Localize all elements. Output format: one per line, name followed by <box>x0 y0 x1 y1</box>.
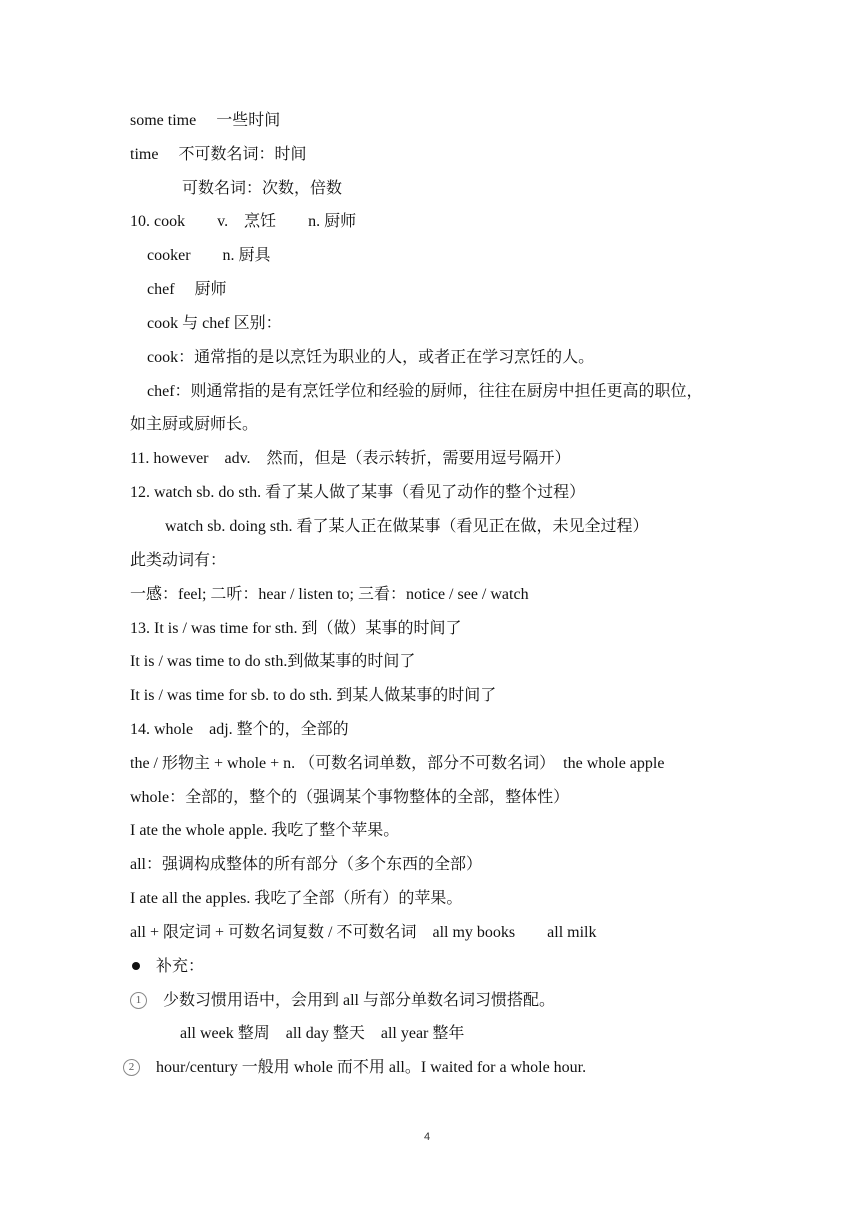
bullet-dot-icon <box>132 962 140 970</box>
text-line: 此类动词有： <box>130 552 227 569</box>
supplement-heading <box>130 957 204 977</box>
text-line: all + 限定词 + 可数名词复数 / 不可数名词 all my books all milk <box>130 924 597 941</box>
text-line: 如主厨或厨师长。 <box>130 416 259 433</box>
text-line: chef：则通常指的是有烹饪学位和经验的厨师，往往在厨房中担任更高的职位， <box>147 383 703 400</box>
text-line: cook 与 chef 区别： <box>147 315 282 332</box>
text-line: cooker n. 厨具 <box>147 247 271 264</box>
text-line: some time 一些时间 <box>130 112 281 129</box>
text-line: whole：全部的，整个的（强调某个事物整体的全部，整体性） <box>130 789 570 806</box>
supplement-example: all week 整周 all day 整天 all year 整年 <box>180 1025 465 1042</box>
text-line: It is / was time for sb. to do sth. 到某人做某事的时间了 <box>130 687 497 704</box>
text-line: 一感：feel; 二听：hear / listen to; 三看：notice / see / watch <box>130 586 529 603</box>
text-line: I ate the whole apple. 我吃了整个苹果。 <box>130 822 400 839</box>
page-number: 4 <box>424 1131 431 1143</box>
supplement-label: 补充： <box>156 958 205 975</box>
text-line: 14. whole adj. 整个的，全部的 <box>130 721 349 738</box>
text-line: time 不可数名词：时间 <box>130 146 307 163</box>
text-line: the / 形物主 + whole + n. （可数名词单数，部分不可数名词） the whole apple <box>130 755 665 772</box>
text-line: I ate all the apples. 我吃了全部（所有）的苹果。 <box>130 890 463 907</box>
supplement-item-text: 少数习惯用语中，会用到 all 与部分单数名词习惯搭配。 <box>163 992 555 1009</box>
text-line: 11. however adv. 然而，但是（表示转折，需要用逗号隔开） <box>130 450 571 467</box>
text-line: It is / was time to do sth.到做某事的时间了 <box>130 653 416 670</box>
text-line: chef 厨师 <box>147 281 227 298</box>
text-line: 12. watch sb. do sth. 看了某人做了某事（看见了动作的整个过程） <box>130 484 586 501</box>
text-line: cook：通常指的是以烹饪为职业的人，或者正在学习烹饪的人。 <box>147 349 595 366</box>
supplement-item-text: hour/century 一般用 whole 而不用 all。I waited for a whole hour. <box>156 1059 587 1076</box>
circled-number-icon: 2 <box>123 1059 140 1076</box>
text-line: 13. It is / was time for sth. 到（做）某事的时间了 <box>130 620 462 637</box>
supplement-item <box>130 991 555 1011</box>
text-line: 10. cook v. 烹饪 n. 厨师 <box>130 213 357 230</box>
circled-number-icon: 1 <box>130 992 147 1009</box>
text-line: watch sb. doing sth. 看了某人正在做某事（看见正在做，未见全过程） <box>165 518 649 535</box>
text-line: all：强调构成整体的所有部分（多个东西的全部） <box>130 856 482 873</box>
text-line: 可数名词：次数，倍数 <box>182 180 343 197</box>
supplement-item <box>123 1058 586 1078</box>
